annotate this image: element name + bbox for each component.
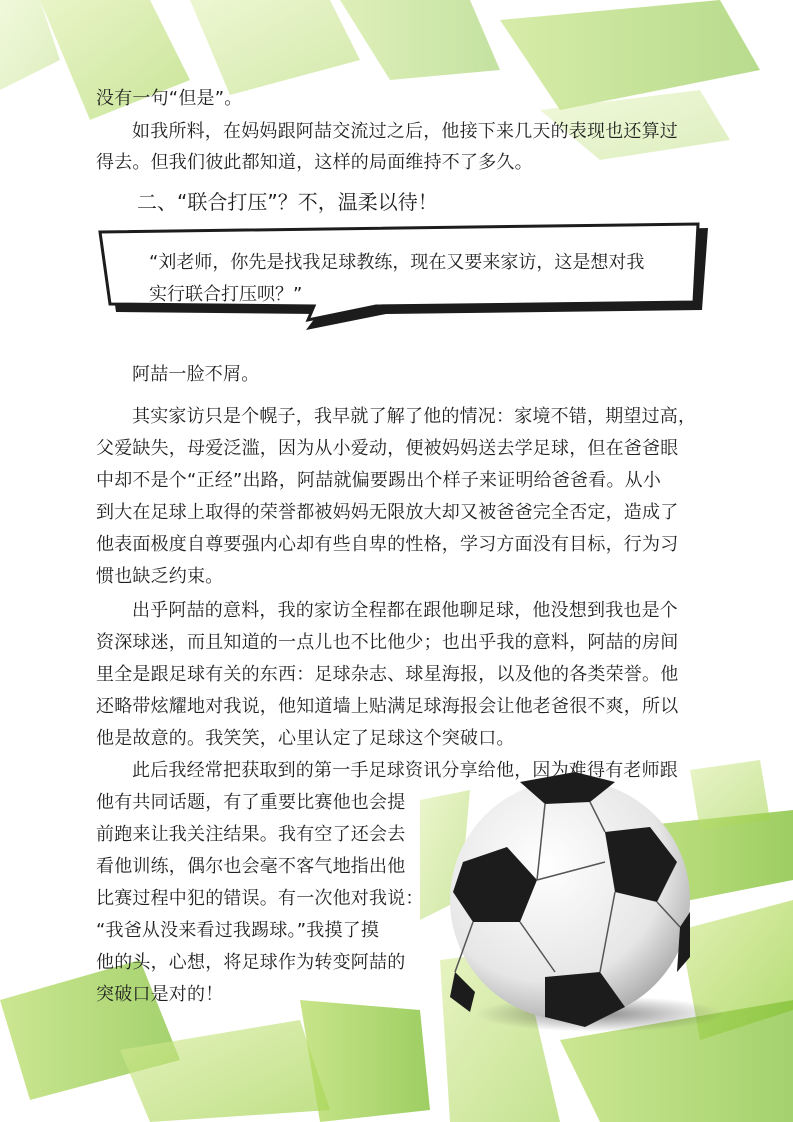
speech-bubble [96,222,716,334]
paragraph-2-line: 得去。但我们彼此都知道，这样的局面维持不了多久。 [96,152,533,173]
paragraph-1-line: 没有一句“但是”。 [96,88,243,109]
paragraph-4-line: 中却不是个“正经”出路，阿喆就偏要踢出个样子来证明给爸爸看。从小 [96,470,662,491]
paragraph-6-line: “我爸从没来看过我踢球。”我摸了摸 [96,920,380,941]
paragraph-6-line: 看他训练，偶尔也会毫不客气地指出他 [96,856,406,877]
stroke-top-2 [190,0,360,95]
stroke-top-4 [500,0,760,110]
paragraph-4-line: 其实家访只是个幌子，我早就了解了他的情况：家境不错，期望过高， [132,406,697,427]
paragraph-2-line: 如我所料，在妈妈跟阿喆交流过之后，他接下来几天的表现也还算过 [132,121,678,142]
paragraph-6-line: 突破口是对的！ [96,984,224,1005]
paragraph-6-line: 他的头，心想，将足球作为转变阿喆的 [96,952,406,973]
paragraph-6-line: 比赛过程中犯的错误。有一次他对我说： [96,888,424,909]
paragraph-4-line: 到大在足球上取得的荣誉都被妈妈无限放大却又被爸爸完全否定，造成了 [96,502,679,523]
paragraph-4-line: 他表面极度自尊要强内心却有些自卑的性格，学习方面没有目标，行为习 [96,534,679,555]
section-heading: 二、“联合打压”？不，温柔以待！ [137,190,438,214]
paragraph-4-line: 父爱缺失，母爱泛滥，因为从小爱动，便被妈妈送去学足球，但在爸爸眼 [96,438,679,459]
paragraph-5-line: 资深球迷，而且知道的一点儿也不比他少；也出乎我的意料，阿喆的房间 [96,632,679,653]
paragraph-4-line: 惯也缺乏约束。 [96,566,224,587]
paragraph-6-line: 前跑来让我关注结果。我有空了还会去 [96,824,406,845]
soccer-ball-icon [425,772,725,1034]
paragraph-6-line: 此后我经常把获取到的第一手足球资讯分享给他，因为难得有老师跟 [132,760,678,781]
quote-line: “刘老师，你先是找我足球教练，现在又要来家访，这是想对我 [149,252,645,273]
stroke-bottom-3 [300,1000,430,1122]
stroke-top-3 [340,0,500,80]
paragraph-5-line: 他是故意的。我笑笑，心里认定了足球这个突破口。 [96,728,515,749]
paragraph-5-line: 出乎阿喆的意料，我的家访全程都在跟他聊足球，他没想到我也是个 [132,600,678,621]
paragraph-6-line: 他有共同话题，有了重要比赛他也会提 [96,792,406,813]
quote-line: 实行联合打压呗？” [149,284,303,305]
paragraph-5-line: 还略带炫耀地对我说，他知道墙上贴满足球海报会让他老爸很不爽，所以 [96,696,679,717]
paragraph-5-line: 里全是跟足球有关的东西：足球杂志、球星海报，以及他的各类荣誉。他 [96,664,679,685]
paragraph-3: 阿喆一脸不屑。 [132,364,260,385]
